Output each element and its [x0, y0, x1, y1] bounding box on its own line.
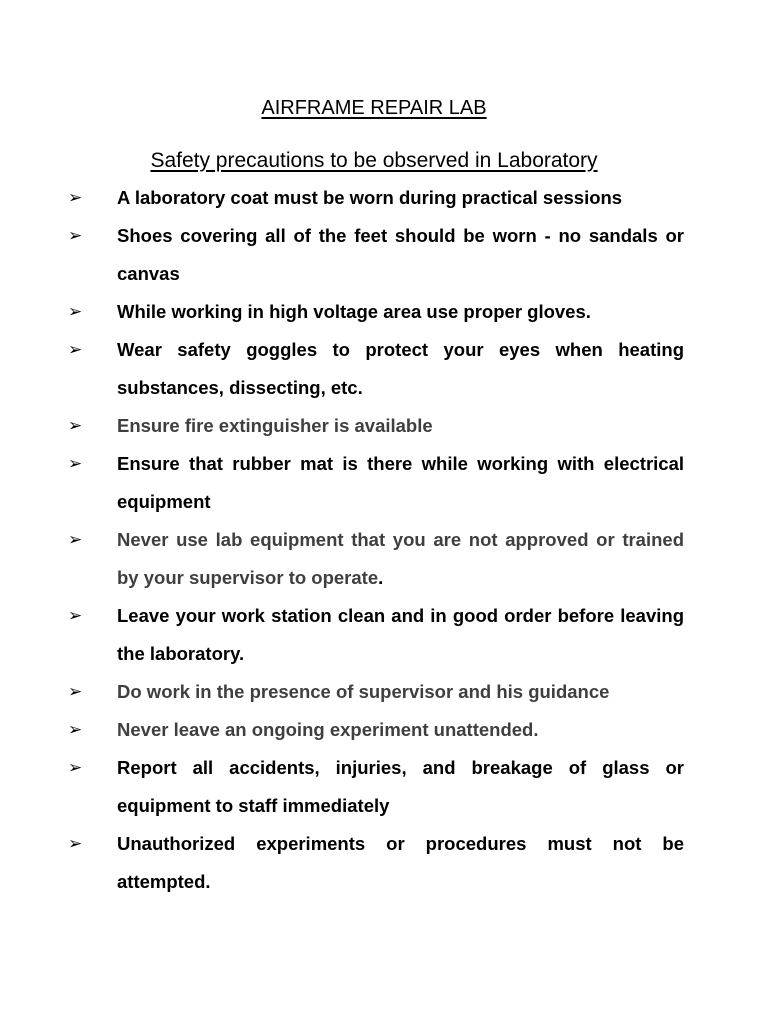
list-item-text: Leave your work station clean and in good order before leaving the laboratory.: [117, 605, 684, 664]
list-item-text: A laboratory coat must be worn during practical sessions: [117, 187, 623, 208]
arrow-bullet-icon: ➢: [68, 226, 83, 245]
list-item-text: Do work in the presence of supervisor and his guidance: [117, 681, 610, 702]
list-item-text: Ensure fire extinguisher is available: [117, 415, 433, 436]
arrow-bullet-icon: ➢: [68, 834, 83, 853]
list-item: [0, 825, 684, 901]
list-item: [0, 749, 684, 825]
list-item-text: Never use lab equipment that you are not approved or trained by your supervisor to operate: [117, 529, 684, 588]
arrow-bullet-icon: ➢: [68, 340, 83, 359]
list-item-text: Report all accidents, injuries, and breakage of glass or equipment to staff immediately: [117, 757, 684, 816]
list-item: [0, 597, 684, 673]
list-item: [0, 521, 684, 597]
document-title: AIRFRAME REPAIR LAB: [261, 97, 487, 119]
list-item-text: Ensure that rubber mat is there while working with electrical equipment: [117, 453, 684, 512]
list-item: [0, 711, 684, 749]
arrow-bullet-icon: ➢: [68, 188, 83, 207]
list-item-tail: .: [378, 567, 384, 588]
list-item: [0, 217, 684, 293]
list-item-text: Shoes covering all of the feet should be worn - no sandals or canvas: [117, 225, 684, 284]
arrow-bullet-icon: ➢: [68, 416, 83, 435]
list-item-text: Unauthorized experiments or procedures must not be attempted.: [117, 833, 684, 892]
list-item-text: Wear safety goggles to protect your eyes when heating substances, dissecting, etc.: [117, 339, 684, 398]
arrow-bullet-icon: ➢: [68, 720, 83, 739]
list-item: [0, 445, 684, 521]
arrow-bullet-icon: ➢: [68, 606, 83, 625]
safety-precautions-list: [0, 179, 768, 901]
arrow-bullet-icon: ➢: [68, 758, 83, 777]
arrow-bullet-icon: ➢: [68, 454, 83, 473]
arrow-bullet-icon: ➢: [68, 530, 83, 549]
list-item: [0, 673, 684, 711]
list-item: [0, 331, 684, 407]
list-item: [0, 407, 684, 445]
list-item: [0, 179, 684, 217]
document-subtitle: Safety precautions to be observed in Laboratory: [150, 149, 598, 172]
arrow-bullet-icon: ➢: [68, 302, 83, 321]
list-item-text: While working in high voltage area use proper gloves.: [117, 301, 591, 322]
list-item: [0, 293, 684, 331]
arrow-bullet-icon: ➢: [68, 682, 83, 701]
list-item-text: Never leave an ongoing experiment unattended.: [117, 719, 539, 740]
